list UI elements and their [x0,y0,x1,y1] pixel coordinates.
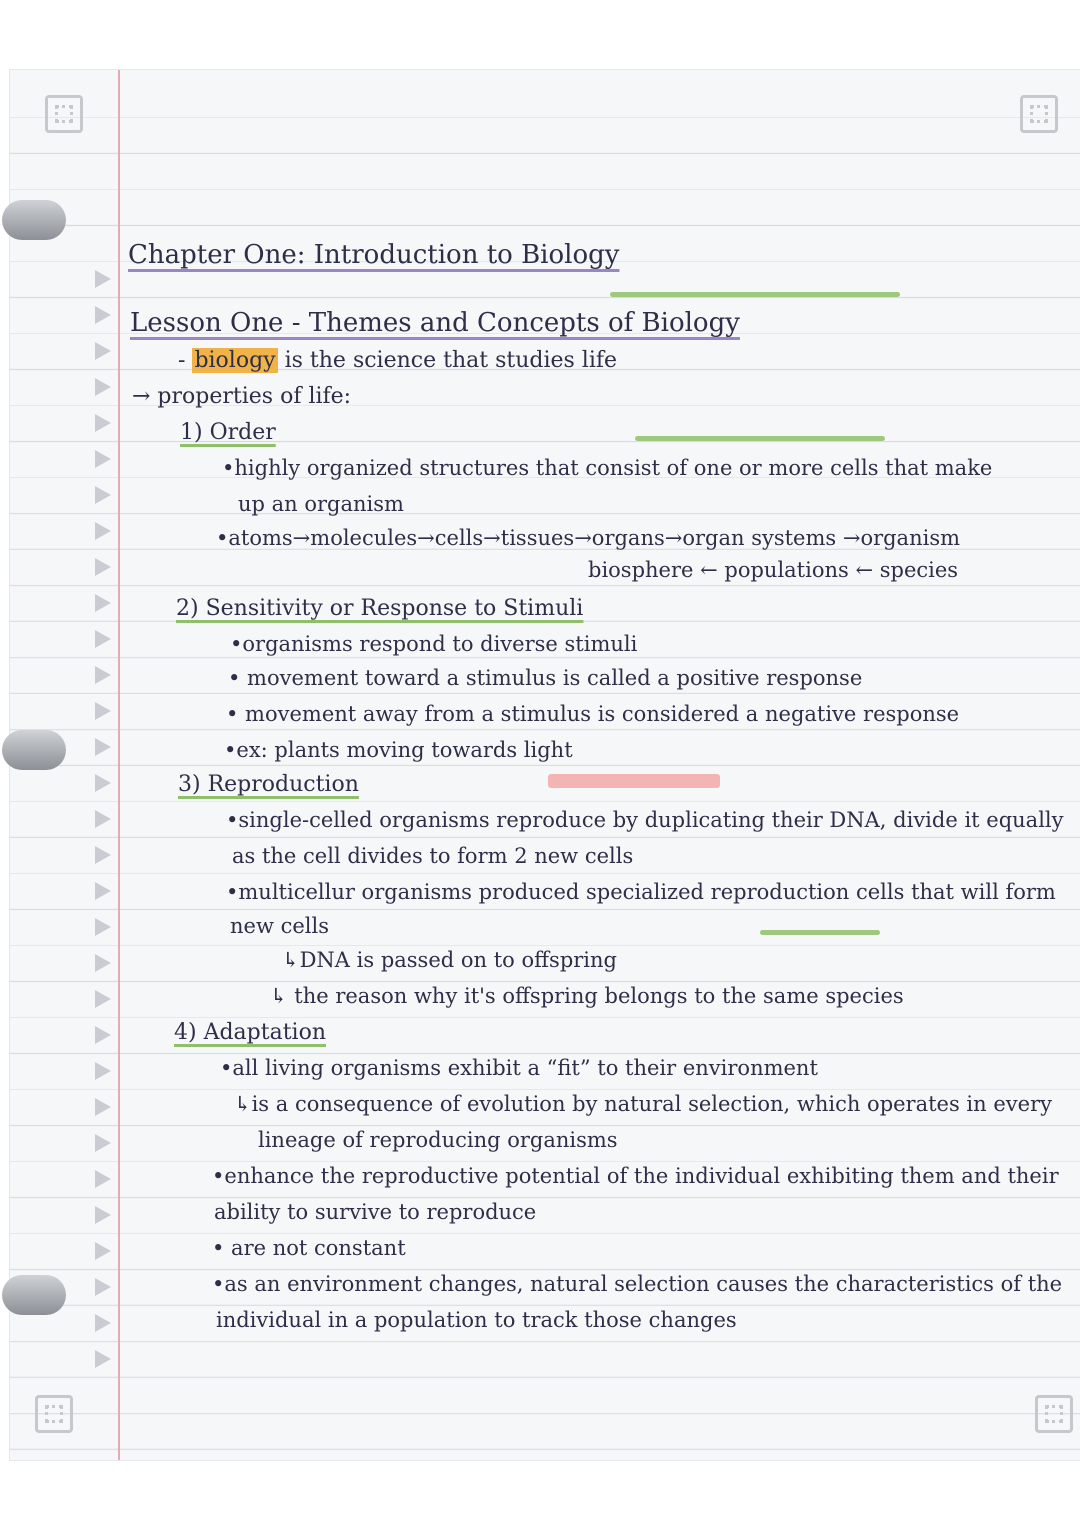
margin-triangle-icon [95,558,111,576]
corner-qr-icon [1035,1395,1073,1433]
note-line: •single-celled organisms reproduce by duplicating their DNA, divide it equally [226,808,1064,832]
chapter-title: Chapter One: Introduction to Biology [128,240,620,270]
margin-triangle-icon [95,1278,111,1296]
margin-triangle-icon [95,918,111,936]
margin-triangle-icon [95,702,111,720]
definition-term: biology [194,348,276,373]
note-line: • movement away from a stimulus is considered a negative response [226,702,960,726]
binder-ring [2,730,66,770]
note-line: • movement toward a stimulus is called a positive response [228,666,863,690]
highlighter-stroke [548,774,720,788]
corner-qr-icon [35,1395,73,1433]
properties-heading: → properties of life: [132,384,352,409]
note-line: up an organism [238,492,404,516]
margin-triangle-icon [95,1242,111,1260]
margin-triangle-icon [95,378,111,396]
definition-text: is the science that studies life [277,348,618,373]
section-heading: 4) Adaptation [174,1020,326,1045]
margin-triangle-icon [95,954,111,972]
note-line: ability to survive to reproduce [214,1200,537,1224]
note-line: •as an environment changes, natural selection causes the characteristics of the [212,1272,1063,1296]
margin-triangle-icon [95,486,111,504]
note-line: biosphere ← populations ← species [588,558,959,582]
margin-triangle-icon [95,846,111,864]
note-line: •highly organized structures that consist of one or more cells that make [222,456,993,480]
margin-triangle-icon [95,1134,111,1152]
margin-triangle-icon [95,738,111,756]
margin-triangle-icon [95,414,111,432]
section-heading: 2) Sensitivity or Response to Stimuli [176,596,584,621]
highlighter-stroke [610,292,900,297]
section-heading: 3) Reproduction [178,772,359,797]
margin-triangle-icon [95,810,111,828]
note-line: as the cell divides to form 2 new cells [232,844,634,868]
margin-triangle-icon [95,522,111,540]
margin-triangle-icon [95,1026,111,1044]
margin-triangle-icon [95,1062,111,1080]
note-line: ↳is a consequence of evolution by natural selection, which operates in every [234,1092,1052,1116]
binder-ring [2,1275,66,1315]
margin-triangle-icon [95,270,111,288]
margin-triangle-icon [95,450,111,468]
margin-triangle-icon [95,882,111,900]
note-line: •enhance the reproductive potential of the individual exhibiting them and their [212,1164,1059,1188]
margin-triangle-icon [95,1350,111,1368]
margin-triangle-icon [95,774,111,792]
definition-line: - biology is the science that studies life [178,348,618,373]
highlighter-stroke [635,436,885,441]
binder-ring [2,200,66,240]
note-line: •multicellur organisms produced specialized reproduction cells that will form [226,880,1056,904]
margin-triangle-icon [95,594,111,612]
note-line: •all living organisms exhibit a “fit” to their environment [220,1056,818,1080]
note-line: • are not constant [212,1236,406,1260]
margin-triangle-icon [95,306,111,324]
margin-triangle-icon [95,1170,111,1188]
highlighter-stroke [760,930,880,935]
note-line: individual in a population to track those changes [216,1308,737,1332]
note-line: •ex: plants moving towards light [224,738,573,762]
margin-triangle-icon [95,1314,111,1332]
notebook-page [10,70,1080,1460]
margin-triangle-icon [95,630,111,648]
section-heading: 1) Order [180,420,276,445]
margin-triangle-icon [95,1098,111,1116]
note-line: new cells [230,914,330,938]
note-line: •atoms→molecules→cells→tissues→organs→organ systems →organism [216,526,961,550]
margin-triangle-icon [95,990,111,1008]
corner-qr-icon [45,95,83,133]
note-line: ↳ the reason why it's offspring belongs to the same species [270,984,904,1008]
corner-qr-icon [1020,95,1058,133]
note-line: •organisms respond to diverse stimuli [230,632,638,656]
note-line: lineage of reproducing organisms [258,1128,618,1152]
margin-triangle-icon [95,342,111,360]
lesson-title: Lesson One - Themes and Concepts of Biology [130,308,740,338]
margin-triangle-icon [95,1206,111,1224]
margin-line [118,70,120,1460]
margin-triangle-icon [95,666,111,684]
note-line: ↳DNA is passed on to offspring [282,948,617,972]
